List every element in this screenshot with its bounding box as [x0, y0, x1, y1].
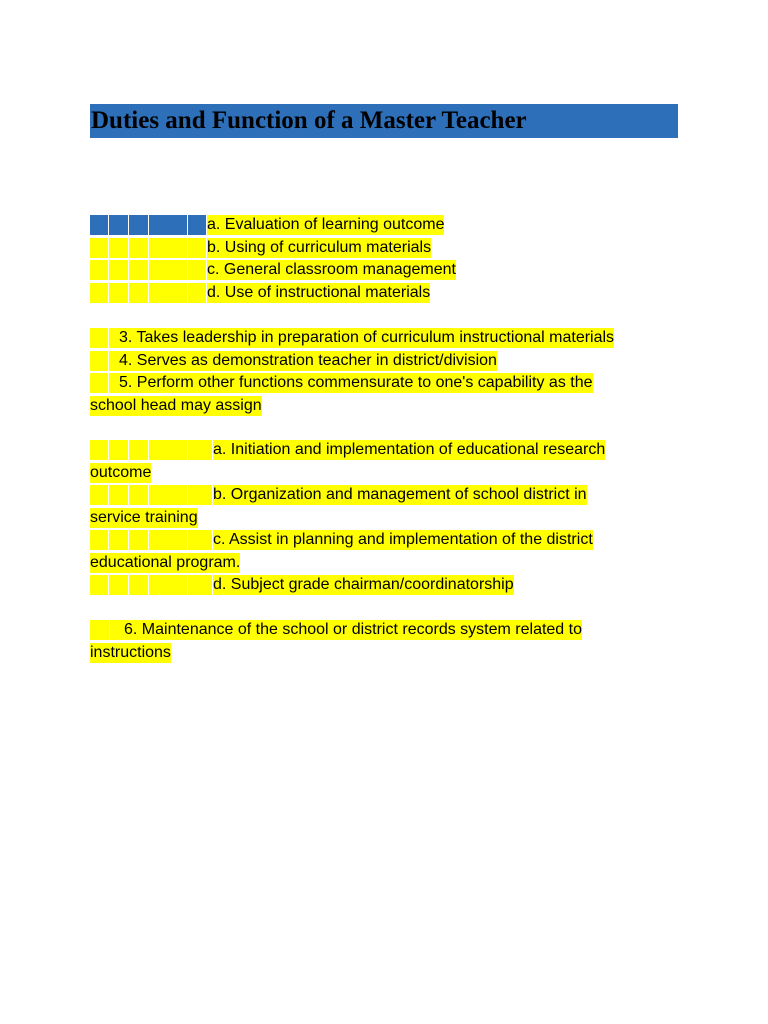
cell-grid — [90, 328, 109, 348]
cell-grid — [90, 620, 110, 640]
list-a-item-a: a. Evaluation of learning outcome — [207, 216, 445, 233]
cell-grid — [90, 575, 213, 595]
list-a-item-d: d. Use of instructional materials — [207, 283, 431, 301]
list-item — [90, 327, 680, 350]
item-3: 3. Takes leadership in preparation of curriculum instructional materials — [109, 328, 614, 348]
list-item — [90, 462, 680, 485]
list-b — [90, 439, 680, 597]
list-item — [90, 529, 680, 552]
cell-grid — [90, 238, 207, 258]
list-item — [90, 395, 680, 418]
cell-grid — [90, 351, 109, 371]
list-item — [90, 372, 680, 395]
list-b-item-d: d. Subject grade chairman/coordinatorship — [213, 576, 514, 593]
list-b-item-c-line-2: educational program. — [90, 553, 241, 571]
cell-grid — [90, 530, 213, 550]
items-3-5 — [90, 327, 680, 417]
list-item — [90, 282, 680, 305]
cell-grid — [90, 440, 213, 460]
list-item — [90, 619, 680, 642]
list-b-item-a-line-1: a. Initiation and implementation of educational research — [213, 441, 606, 458]
cell-grid — [90, 260, 207, 280]
list-a-item-c: c. General classroom management — [207, 261, 456, 278]
item-6-line-2: instructions — [90, 643, 171, 661]
cell-grid — [90, 283, 207, 303]
item-6 — [90, 619, 680, 664]
list-b-item-a-line-2: outcome — [90, 463, 152, 481]
item-5-line-2: school head may assign — [90, 396, 262, 414]
item-6-line-1: 6. Maintenance of the school or district records system related to — [110, 620, 582, 640]
cell-grid — [90, 485, 213, 505]
list-item — [90, 259, 680, 282]
item-5-line-1: 5. Perform other functions commensurate to one's capability as the — [109, 373, 593, 393]
list-b-item-b-line-1: b. Organization and management of school district in — [213, 486, 587, 503]
document-title: Duties and Function of a Master Teacher — [91, 107, 527, 134]
list-item — [90, 642, 680, 665]
list-item — [90, 574, 680, 597]
list-item — [90, 237, 680, 260]
cell-grid — [90, 373, 109, 393]
list-a — [90, 214, 680, 304]
list-item — [90, 439, 680, 462]
title-bar — [90, 104, 678, 138]
list-item — [90, 507, 680, 530]
cell-grid — [90, 215, 207, 235]
list-item — [90, 484, 680, 507]
list-item — [90, 350, 680, 373]
item-4: 4. Serves as demonstration teacher in district/division — [109, 351, 497, 371]
list-item — [90, 214, 680, 237]
list-b-item-c-line-1: c. Assist in planning and implementation of the district — [213, 531, 593, 548]
list-item — [90, 552, 680, 575]
list-a-item-b: b. Using of curriculum materials — [207, 238, 432, 256]
list-b-item-b-line-2: service training — [90, 508, 198, 526]
